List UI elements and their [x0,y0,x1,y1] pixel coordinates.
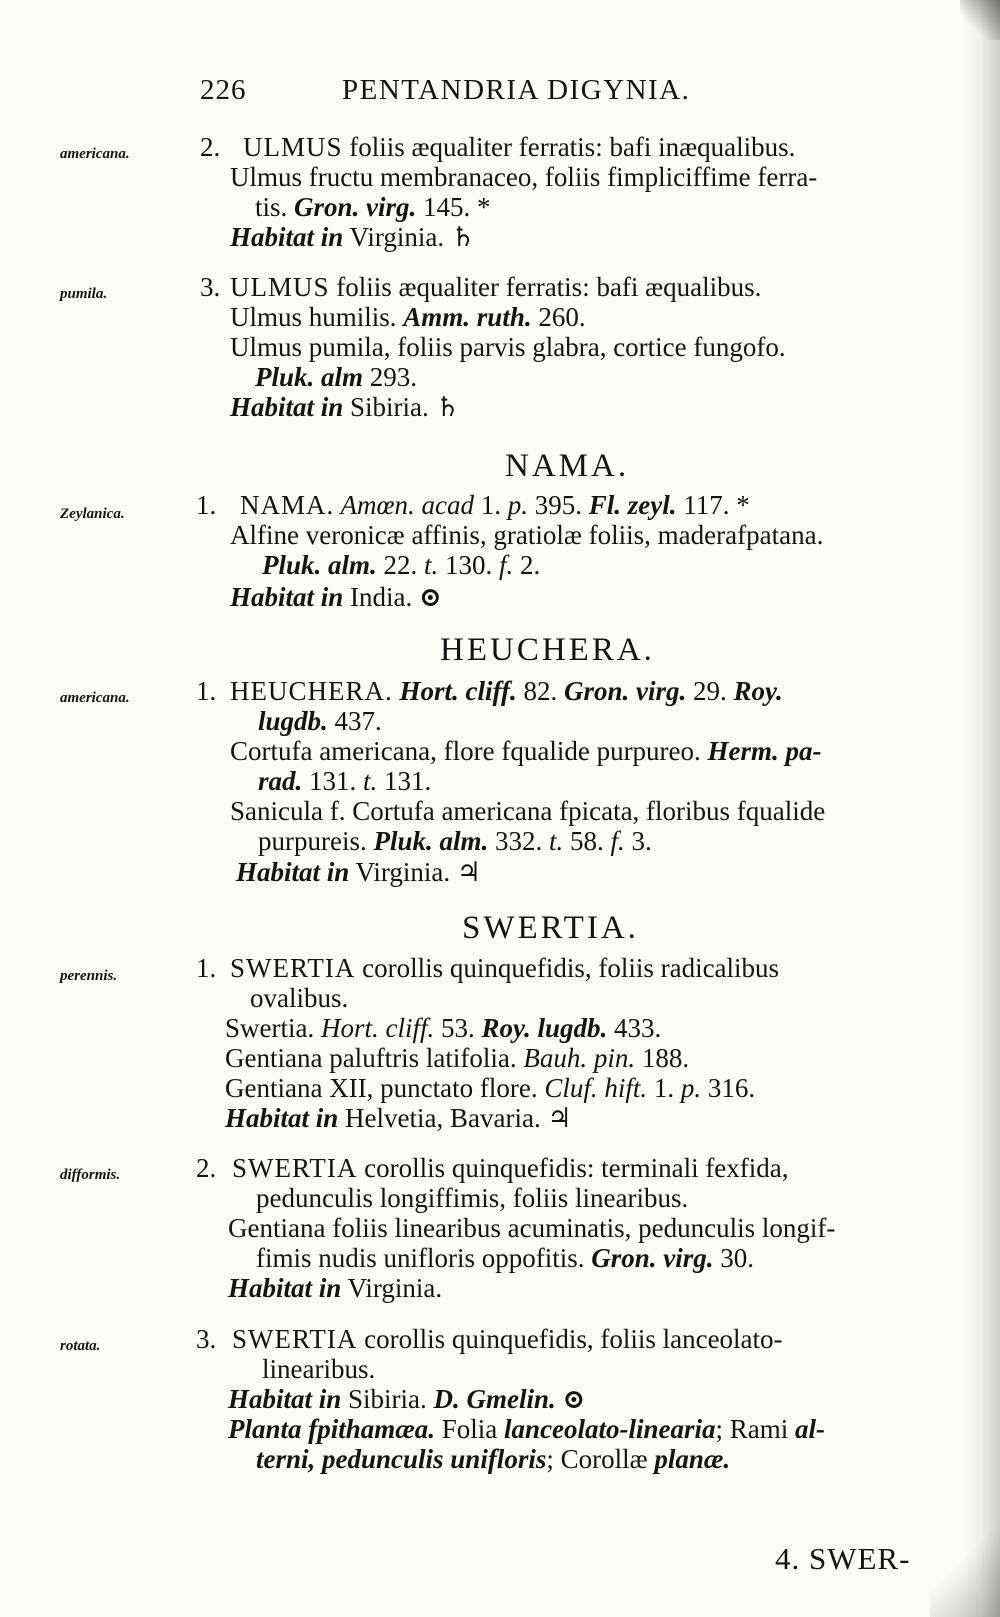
diagnosis-line: NAMA. Amœn. acad 1. p. 395. Fl. zeyl. 117. * [240,490,750,520]
habitat-line: Habitat in Virginia. ♄ [230,222,476,252]
tree-symbol-icon: ♄ [435,392,460,422]
synonym-line: Gentiana paluftris latifolia. Bauh. pin. 188. [225,1043,690,1073]
diagnosis-line: SWERTIA corollis quinquefidis: terminali fexfida, [232,1153,789,1183]
habitat-line: Habitat in Sibiria. D. Gmelin. ⊙ [228,1384,586,1414]
entry-number: 3. [196,1324,217,1354]
habitat-line: Habitat in India. ⊙ [230,582,442,612]
synonym-line: Ulmus pumila, foliis parvis glabra, cortice fungofo. [230,332,786,362]
synonym-line: Ulmus humilis. Amm. ruth. 260. [230,302,586,332]
margin-label: Zeylanica. [60,506,125,522]
entry-number: 2. [200,132,221,162]
margin-label: pumila. [60,286,108,302]
genus-heading-swertia: SWERTIA. [462,910,639,946]
synonym-line-cont: tis. Gron. virg. 145. * [255,192,491,222]
page-number: 226 [200,74,247,106]
synonym-line: Gentiana foliis linearibus acuminatis, pedunculis longif- [228,1213,836,1243]
diagnosis-line-cont: lugdb. 437. [258,706,382,736]
diagnosis-line: HEUCHERA. Hort. cliff. 82. Gron. virg. 29. Roy. [230,676,783,706]
diagnosis-line-cont: pedunculis longiffimis, foliis linearibus. [256,1183,689,1213]
diagnosis-line-cont: ovalibus. [250,983,349,1013]
genus-heading-nama: NAMA. [505,448,630,484]
page-spine-shadow [962,0,1000,1617]
diagnosis-line: ULMUS foliis æqualiter ferratis: bafi inæqualibus. [243,132,796,162]
habitat-line: Habitat in Virginia. ♃ [236,857,482,887]
page-corner-shadow-top [960,0,1000,40]
synonym-line: Cortufa americana, flore fqualide purpureo. Herm. pa- [230,736,822,766]
diagnosis-line: SWERTIA corollis quinquefidis, foliis radicalibus [230,953,780,983]
synonym-line-cont: rad. 131. t. 131. [258,766,432,796]
margin-label: americana. [60,690,130,706]
page-corner-shadow-bottom [930,1527,1000,1617]
diagnosis-line: SWERTIA corollis quinquefidis, foliis lanceolato- [232,1324,783,1354]
entry-number: 2. [196,1153,217,1183]
diagnosis-line: ULMUS foliis æqualiter ferratis: bafi æqualibus. [230,272,762,302]
margin-label: difformis. [60,1167,121,1183]
observation-line: Planta fpithamæa. Folia lanceolato-linearia; Rami al- [228,1414,826,1444]
annual-symbol-icon: ⊙ [555,1384,586,1414]
perennial-symbol-icon: ♃ [547,1103,572,1133]
synonym-line-cont: purpureis. Pluk. alm. 332. t. 58. f. 3. [258,826,652,856]
synonym-line-cont: Pluk. alm 293. [255,362,418,392]
entry-number: 1. [196,676,217,706]
running-header [200,74,820,114]
margin-label: rotata. [60,1338,101,1354]
diagnosis-line-cont: linearibus. [262,1354,376,1384]
entry-number: 3. [200,272,221,302]
tree-symbol-icon: ♄ [450,222,476,252]
genus-heading-heuchera: HEUCHERA. [440,632,655,668]
catchword: 4. SWER- [775,1541,911,1576]
synonym-line: Ulmus fructu membranaceo, foliis fimpliciffime ferra- [230,162,818,192]
perennial-symbol-icon: ♃ [456,857,482,887]
entry-number: 1. [196,953,217,983]
observation-line-cont: terni, pedunculis unifloris; Corollæ planæ. [256,1444,731,1474]
habitat-line: Habitat in Sibiria. ♄ [230,392,460,422]
habitat-line: Habitat in Helvetia, Bavaria. ♃ [225,1103,572,1133]
synonym-line: Gentiana XII, punctato flore. Cluf. hift. 1. p. 316. [225,1073,756,1103]
habitat-line: Habitat in Virginia. [228,1273,443,1303]
synonym-line: Alfine veronicæ affinis, gratiolæ foliis, maderafpatana. [230,520,824,550]
synonym-line-cont: Pluk. alm. 22. t. 130. f. 2. [262,550,541,580]
running-title: PENTANDRIA DIGYNIA. [342,74,691,106]
synonym-line: Swertia. Hort. cliff. 53. Roy. lugdb. 433. [225,1013,662,1043]
synonym-line: Sanicula f. Cortufa americana fpicata, floribus fqualide [230,796,826,826]
margin-label: americana. [60,146,130,162]
margin-label: perennis. [60,968,118,984]
synonym-line-cont: fimis nudis unifloris oppofitis. Gron. virg. 30. [256,1243,755,1273]
entry-number: 1. [196,490,217,520]
annual-symbol-icon: ⊙ [419,582,442,612]
